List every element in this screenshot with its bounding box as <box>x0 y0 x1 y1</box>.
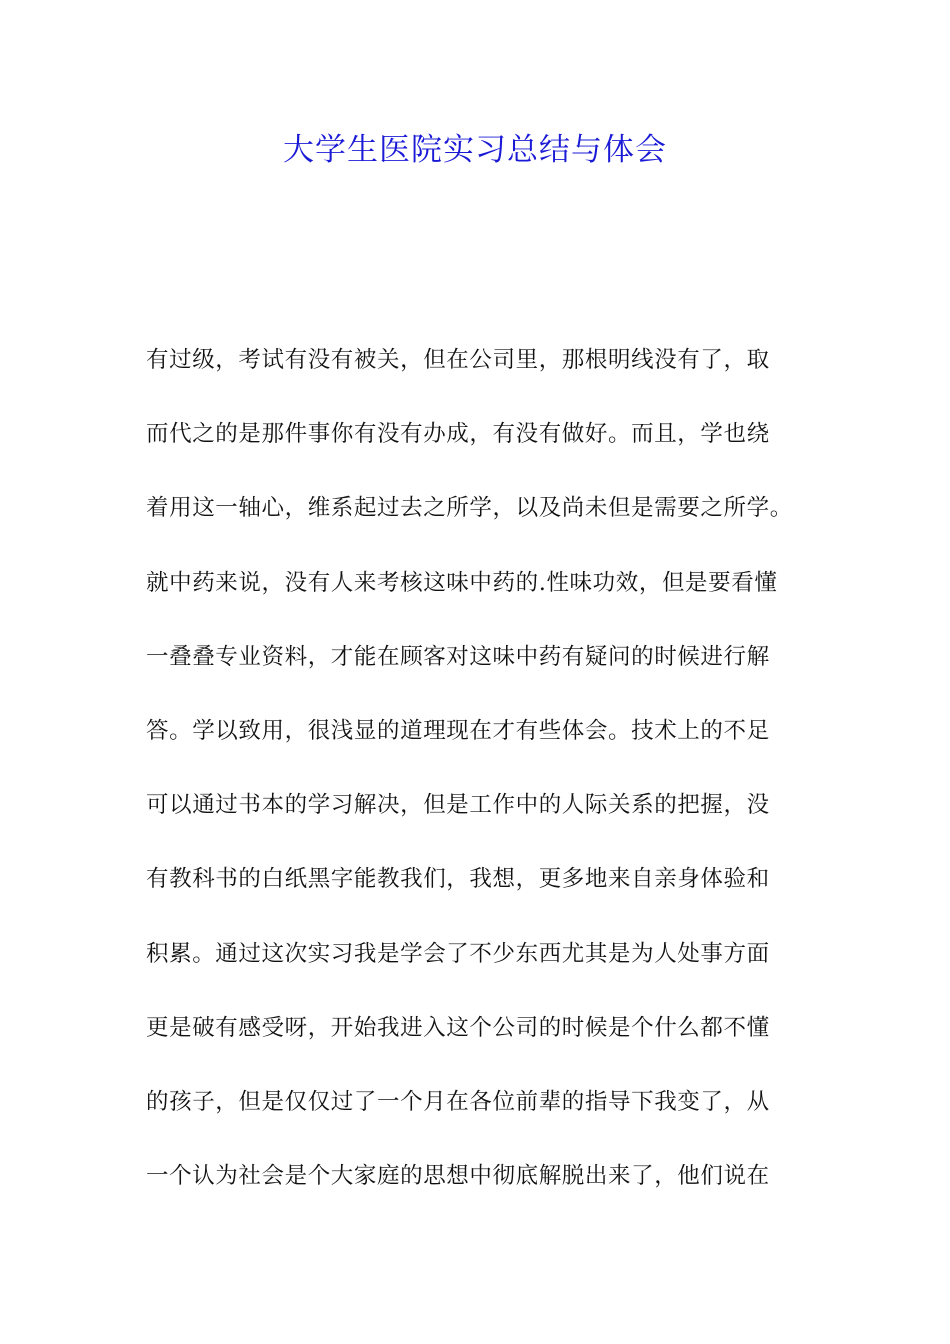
body-line: 答。学以致用，很浅显的道理现在才有些体会。技术上的不足 <box>146 717 770 744</box>
body-line: 更是破有感受呀，开始我进入这个公司的时候是个什么都不懂 <box>146 1014 770 1041</box>
body-line: 就中药来说，没有人来考核这味中药的.性味功效，但是要看懂 <box>146 569 778 596</box>
body-line: 一个认为社会是个大家庭的思想中彻底解脱出来了，他们说在 <box>146 1163 770 1190</box>
body-line: 一叠叠专业资料，才能在顾客对这味中药有疑问的时候进行解 <box>146 643 770 670</box>
body-line: 积累。通过这次实习我是学会了不少东西尤其是为人处事方面 <box>146 940 770 967</box>
body-line: 的孩子，但是仅仅过了一个月在各位前辈的指导下我变了，从 <box>146 1088 770 1115</box>
body-line: 可以通过书本的学习解决，但是工作中的人际关系的把握，没 <box>146 792 770 819</box>
body-line: 而代之的是那件事你有没有办成，有没有做好。而且，学也绕 <box>146 421 770 448</box>
document-body <box>146 338 826 1228</box>
body-line: 有教科书的白纸黑字能教我们，我想，更多地来自亲身体验和 <box>146 866 770 893</box>
document-title: 大学生医院实习总结与体会 <box>283 132 667 168</box>
body-line: 着用这一轴心，维系起过去之所学，以及尚未但是需要之所学。 <box>146 495 793 522</box>
body-line: 有过级，考试有没有被关，但在公司里，那根明线没有了，取 <box>146 347 770 373</box>
